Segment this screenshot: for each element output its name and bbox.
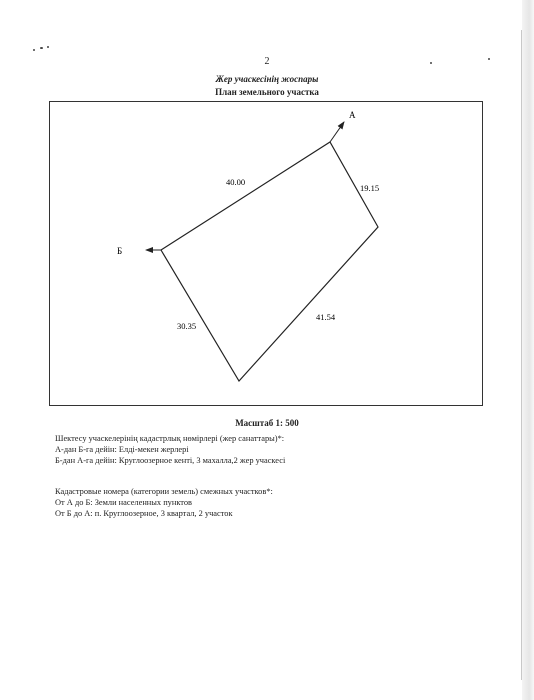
scale-label: Масштаб 1: 500: [235, 418, 299, 428]
page-edge-line: [521, 30, 522, 680]
side-length-label: 40.00: [226, 177, 246, 187]
page-number: 2: [264, 56, 270, 67]
point-a-arrow: [330, 122, 344, 142]
adjacent-b-to-a-russian: От Б до А: п. Круглоозерное, 3 квартал, 2 участок: [55, 509, 233, 518]
adjacent-heading-russian: Кадастровые номера (категории земель) смежных участков*:: [55, 487, 273, 496]
land-plot-boundary: [161, 142, 378, 381]
adjacent-a-to-b-kazakh: А-дан Б-га дейін: Елді-мекен жерлері: [55, 445, 189, 454]
land-plot-drawing: [50, 102, 484, 407]
land-plot-plan-frame: [49, 101, 483, 406]
adjacent-a-to-b-russian: От А до Б: Земли населенных пунктов: [55, 498, 192, 507]
scan-speck: [33, 49, 35, 51]
adjacent-b-to-a-kazakh: Б-дан А-га дейін: Круглоозерное кенті, 3 махалла,2 жер учаскесі: [55, 456, 286, 465]
adjacent-heading-kazakh: Шектесу учаскелерінің кадастрлық нөмірлері (жер санаттары)*:: [55, 434, 285, 443]
side-length-label: 30.35: [177, 321, 197, 331]
side-length-label: 41.54: [316, 312, 336, 322]
page-edge-shadow: [522, 0, 534, 700]
side-length-label: 19.15: [360, 183, 380, 193]
scan-speck: [40, 47, 43, 49]
scan-speck: [47, 46, 49, 48]
point-a-label: А: [349, 110, 356, 120]
adjacent-plots-kazakh: [55, 433, 285, 466]
point-b-label: Б: [117, 246, 123, 256]
plan-title-russian: План земельного участка: [215, 87, 319, 97]
adjacent-plots-russian: [55, 486, 273, 519]
plan-title-kazakh: Жер учаскесінің жоспары: [215, 74, 319, 84]
